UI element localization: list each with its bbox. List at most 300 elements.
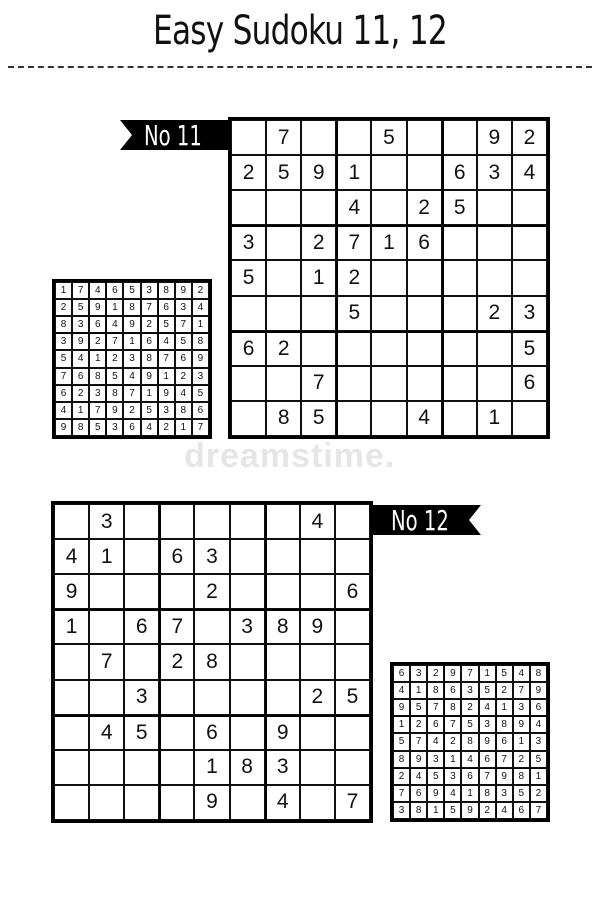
sudoku-cell[interactable]: 3 [231,225,266,260]
sudoku-cell[interactable] [231,401,266,436]
solution-cell: 7 [72,282,89,299]
solution-cell: 2 [444,733,461,750]
sudoku-cell[interactable] [371,296,406,331]
solution-cell: 6 [393,665,410,682]
sudoku-cell[interactable]: 5 [231,260,266,295]
solution-cell: 2 [55,299,72,316]
solution-cell: 4 [175,385,192,402]
sudoku-cell[interactable] [407,260,442,295]
sudoku-cell[interactable] [442,401,477,436]
solution-cell: 3 [461,682,478,699]
sudoku-cell[interactable] [442,225,477,260]
solution-cell: 9 [123,316,140,333]
sudoku-cell[interactable] [230,574,265,609]
solution-cell: 5 [72,299,89,316]
sudoku-cell[interactable] [159,680,194,715]
sudoku-cell[interactable] [266,296,301,331]
solution-cell: 1 [461,785,478,802]
sudoku-cell[interactable] [159,750,194,785]
sudoku-cell[interactable]: 2 [159,644,194,679]
sudoku-cell[interactable]: 7 [266,120,301,155]
solution-cell: 7 [141,299,158,316]
sudoku-cell[interactable]: 3 [124,680,159,715]
sudoku-cell[interactable] [442,120,477,155]
sudoku-cell[interactable] [231,296,266,331]
solution-cell: 5 [461,716,478,733]
solution-cell: 1 [513,733,530,750]
solution-cell: 3 [89,385,106,402]
solution-cell: 6 [513,802,530,819]
solution-cell: 2 [72,385,89,402]
sudoku-cell[interactable] [265,539,300,574]
sudoku-cell[interactable]: 8 [266,401,301,436]
sudoku-cell[interactable] [300,574,335,609]
sudoku-cell[interactable] [335,539,370,574]
solution-cell: 5 [55,350,72,367]
sudoku-cell[interactable] [442,296,477,331]
sudoku-cell[interactable] [231,366,266,401]
sudoku-cell[interactable]: 6 [159,539,194,574]
solution-cell: 6 [106,282,123,299]
sudoku-cell[interactable] [512,401,547,436]
sudoku-cell[interactable] [371,155,406,190]
solution-cell: 6 [141,333,158,350]
sudoku-cell[interactable] [336,331,371,366]
sudoku-cell[interactable]: 7 [335,785,370,820]
sudoku-cell[interactable] [194,609,229,644]
sudoku-cell[interactable] [266,260,301,295]
solution-cell: 5 [513,785,530,802]
sudoku-cell[interactable] [407,296,442,331]
solution-cell: 5 [106,368,123,385]
solution-cell: 1 [427,802,444,819]
sudoku-cell[interactable] [335,750,370,785]
sudoku-cell[interactable]: 7 [89,644,124,679]
sudoku-cell[interactable]: 4 [89,715,124,750]
solution-cell: 8 [123,299,140,316]
sudoku-cell[interactable] [477,225,512,260]
sudoku-cell[interactable] [54,750,89,785]
sudoku-cell[interactable]: 2 [336,260,371,295]
sudoku-cell[interactable] [159,574,194,609]
sudoku-cell[interactable] [124,644,159,679]
solution-cell: 2 [410,716,427,733]
solution-cell: 8 [106,385,123,402]
sudoku-cell[interactable] [54,680,89,715]
solution-cell: 9 [192,350,209,367]
solution-cell: 9 [175,282,192,299]
solution-cell: 2 [393,768,410,785]
solution-cell: 2 [141,316,158,333]
sudoku-cell[interactable] [230,504,265,539]
sudoku-cell[interactable] [54,715,89,750]
sudoku-cell[interactable] [336,366,371,401]
sudoku-cell[interactable]: 9 [54,574,89,609]
solution-cell: 9 [106,402,123,419]
solution-cell: 7 [89,402,106,419]
sudoku-cell[interactable] [301,331,336,366]
sudoku-cell[interactable] [89,750,124,785]
sudoku-cell[interactable]: 4 [54,539,89,574]
solution-cell: 6 [479,751,496,768]
solution-cell: 8 [72,419,89,436]
puzzle-12-label-text: No 12 [391,504,449,537]
sudoku-cell[interactable]: 5 [335,680,370,715]
solution-cell: 7 [461,665,478,682]
solution-cell: 1 [410,682,427,699]
solution-cell: 3 [192,368,209,385]
sudoku-cell[interactable]: 9 [265,715,300,750]
solution-cell: 5 [496,665,513,682]
sudoku-cell[interactable] [89,785,124,820]
sudoku-cell[interactable] [477,366,512,401]
solution-cell: 7 [192,419,209,436]
sudoku-cell[interactable] [442,366,477,401]
solution-cell: 8 [393,751,410,768]
solution-cell: 7 [513,682,530,699]
solution-cell: 5 [89,419,106,436]
sudoku-cell[interactable]: 2 [512,120,547,155]
solution-cell: 2 [192,282,209,299]
sudoku-cell[interactable]: 8 [194,644,229,679]
sudoku-cell[interactable]: 3 [477,155,512,190]
solution-cell: 5 [393,733,410,750]
solution-cell: 3 [444,768,461,785]
solution-cell: 3 [410,665,427,682]
sudoku-cell[interactable]: 2 [477,296,512,331]
solution-cell: 3 [393,802,410,819]
solution-cell: 4 [427,733,444,750]
sudoku-cell[interactable] [300,785,335,820]
solution-cell: 6 [72,368,89,385]
solution-cell: 5 [479,682,496,699]
solution-cell: 1 [192,316,209,333]
solution-cell: 9 [479,733,496,750]
sudoku-cell[interactable] [89,609,124,644]
solution-cell: 3 [530,733,547,750]
sudoku-cell[interactable] [335,715,370,750]
solution-cell: 7 [123,385,140,402]
sudoku-cell[interactable] [301,190,336,225]
solution-cell: 2 [175,368,192,385]
watermark: dreamstime. [184,437,396,475]
solution-cell: 5 [530,751,547,768]
solution-cell: 4 [158,333,175,350]
sudoku-cell[interactable] [159,715,194,750]
sudoku-cell[interactable] [335,609,370,644]
solution-cell: 3 [55,333,72,350]
sudoku-cell[interactable] [407,366,442,401]
sudoku-cell[interactable] [371,331,406,366]
solution-cell: 4 [123,368,140,385]
sudoku-cell[interactable]: 1 [194,750,229,785]
solution-cell: 7 [106,333,123,350]
sudoku-cell[interactable] [477,331,512,366]
sudoku-cell[interactable] [371,401,406,436]
sudoku-cell[interactable]: 5 [301,401,336,436]
sudoku-cell[interactable]: 3 [194,539,229,574]
sudoku-cell[interactable]: 1 [301,260,336,295]
sudoku-cell[interactable] [230,644,265,679]
puzzle-11-grid[interactable] [228,117,550,439]
solution-cell: 1 [72,402,89,419]
sudoku-cell[interactable] [230,715,265,750]
solution-cell: 5 [427,768,444,785]
sudoku-cell[interactable] [266,225,301,260]
solution-cell: 5 [158,316,175,333]
sudoku-cell[interactable]: 2 [301,225,336,260]
sudoku-cell[interactable] [124,539,159,574]
solution-cell: 9 [496,768,513,785]
sudoku-cell[interactable] [54,785,89,820]
sudoku-cell[interactable]: 5 [371,120,406,155]
solution-cell: 4 [106,316,123,333]
solution-cell: 3 [479,716,496,733]
solution-cell: 9 [530,682,547,699]
solution-cell: 2 [496,682,513,699]
sudoku-cell[interactable] [159,785,194,820]
solution-cell: 5 [192,385,209,402]
solution-cell: 2 [530,785,547,802]
sudoku-cell[interactable]: 3 [265,750,300,785]
solution-cell: 6 [461,768,478,785]
solution-cell: 4 [55,402,72,419]
solution-cell: 4 [479,699,496,716]
sudoku-cell[interactable]: 3 [89,504,124,539]
sudoku-cell[interactable]: 2 [231,155,266,190]
sudoku-cell[interactable]: 1 [477,401,512,436]
sudoku-cell[interactable]: 5 [442,190,477,225]
sudoku-cell[interactable] [336,401,371,436]
sudoku-cell[interactable]: 2 [266,331,301,366]
sudoku-cell[interactable]: 5 [336,296,371,331]
sudoku-cell[interactable]: 1 [336,155,371,190]
solution-cell: 7 [55,368,72,385]
sudoku-cell[interactable]: 4 [336,190,371,225]
solution-cell: 6 [496,733,513,750]
solution-cell: 6 [427,716,444,733]
solution-cell: 8 [496,716,513,733]
sudoku-cell[interactable]: 9 [301,155,336,190]
solution-cell: 3 [72,316,89,333]
solution-cell: 7 [158,350,175,367]
sudoku-cell[interactable]: 4 [407,401,442,436]
sudoku-cell[interactable]: 7 [159,609,194,644]
sudoku-cell[interactable] [231,120,266,155]
sudoku-cell[interactable]: 6 [407,225,442,260]
solution-cell: 3 [123,350,140,367]
solution-cell: 6 [410,785,427,802]
solution-cell: 8 [89,368,106,385]
sudoku-cell[interactable] [124,574,159,609]
solution-cell: 2 [513,751,530,768]
sudoku-cell[interactable] [336,120,371,155]
puzzle-12-solution-grid [390,662,550,822]
solution-cell: 1 [479,665,496,682]
solution-cell: 9 [72,333,89,350]
solution-cell: 2 [479,802,496,819]
solution-cell: 1 [123,333,140,350]
solution-cell: 2 [106,350,123,367]
sudoku-cell[interactable]: 4 [265,785,300,820]
solution-cell: 3 [158,402,175,419]
sudoku-cell[interactable] [265,504,300,539]
solution-cell: 4 [444,785,461,802]
sudoku-cell[interactable]: 6 [194,715,229,750]
solution-cell: 9 [89,299,106,316]
sudoku-cell[interactable] [335,644,370,679]
sudoku-cell[interactable]: 5 [124,715,159,750]
sudoku-cell[interactable] [477,190,512,225]
sudoku-cell[interactable] [194,680,229,715]
sudoku-cell[interactable] [442,331,477,366]
solution-cell: 5 [444,802,461,819]
sudoku-cell[interactable] [300,715,335,750]
sudoku-cell[interactable] [54,644,89,679]
solution-cell: 8 [513,768,530,785]
sudoku-cell[interactable] [124,504,159,539]
sudoku-cell[interactable]: 1 [54,609,89,644]
sudoku-cell[interactable]: 6 [335,574,370,609]
sudoku-cell[interactable] [301,120,336,155]
solution-cell: 9 [410,751,427,768]
solution-cell: 7 [444,716,461,733]
sudoku-cell[interactable] [407,331,442,366]
sudoku-cell[interactable] [335,504,370,539]
solution-cell: 7 [530,802,547,819]
solution-cell: 4 [530,716,547,733]
solution-cell: 7 [427,699,444,716]
sudoku-cell[interactable]: 6 [124,609,159,644]
sudoku-cell[interactable] [54,504,89,539]
sudoku-cell[interactable]: 9 [300,609,335,644]
solution-cell: 5 [175,333,192,350]
solution-cell: 1 [444,751,461,768]
sudoku-cell[interactable]: 6 [442,155,477,190]
solution-cell: 7 [393,785,410,802]
sudoku-cell[interactable] [300,539,335,574]
sudoku-cell[interactable]: 7 [301,366,336,401]
sudoku-cell[interactable] [230,785,265,820]
solution-cell: 1 [175,419,192,436]
solution-cell: 3 [513,699,530,716]
solution-cell: 2 [427,665,444,682]
sudoku-cell[interactable]: 3 [512,296,547,331]
sudoku-cell[interactable] [301,296,336,331]
sudoku-cell[interactable] [512,190,547,225]
solution-cell: 9 [513,716,530,733]
sudoku-cell[interactable] [477,260,512,295]
sudoku-cell[interactable]: 5 [266,155,301,190]
puzzle-11-label [120,120,230,150]
puzzle-12-grid[interactable] [51,501,373,823]
solution-cell: 3 [427,751,444,768]
solution-cell: 6 [192,402,209,419]
sudoku-cell[interactable] [194,504,229,539]
sudoku-cell[interactable] [124,750,159,785]
sudoku-cell[interactable] [266,366,301,401]
solution-cell: 6 [123,419,140,436]
sudoku-cell[interactable]: 6 [231,331,266,366]
solution-cell: 4 [141,419,158,436]
sudoku-cell[interactable] [230,680,265,715]
sudoku-cell[interactable]: 8 [230,750,265,785]
sudoku-cell[interactable] [230,539,265,574]
sudoku-cell[interactable] [159,504,194,539]
sudoku-cell[interactable] [89,574,124,609]
sudoku-cell[interactable]: 5 [512,331,547,366]
sudoku-cell[interactable] [371,260,406,295]
solution-cell: 3 [175,299,192,316]
solution-cell: 1 [393,716,410,733]
sudoku-cell[interactable]: 4 [512,155,547,190]
page-title: Easy Sudoku 11, 12 [153,8,447,54]
solution-cell: 3 [496,785,513,802]
sudoku-cell[interactable] [512,260,547,295]
sudoku-cell[interactable]: 2 [300,680,335,715]
sudoku-cell[interactable]: 1 [371,225,406,260]
solution-cell: 6 [89,316,106,333]
solution-cell: 9 [444,665,461,682]
sudoku-cell[interactable] [231,190,266,225]
sudoku-cell[interactable] [265,574,300,609]
solution-cell: 1 [141,385,158,402]
solution-cell: 6 [530,699,547,716]
sudoku-cell[interactable] [512,225,547,260]
solution-cell: 1 [530,768,547,785]
sudoku-cell[interactable] [371,366,406,401]
puzzle-11-label-text: No 11 [144,119,202,152]
sudoku-cell[interactable]: 3 [230,609,265,644]
solution-cell: 5 [410,699,427,716]
sudoku-cell[interactable] [371,190,406,225]
solution-cell: 9 [427,785,444,802]
solution-cell: 2 [89,333,106,350]
sudoku-cell[interactable] [300,750,335,785]
sudoku-cell[interactable]: 4 [300,504,335,539]
solution-cell: 6 [158,299,175,316]
solution-cell: 7 [175,316,192,333]
sudoku-cell[interactable]: 2 [407,190,442,225]
solution-cell: 3 [141,282,158,299]
puzzle-12-label [371,505,481,535]
sudoku-cell[interactable]: 1 [89,539,124,574]
solution-cell: 1 [55,282,72,299]
sudoku-cell[interactable]: 9 [477,120,512,155]
sudoku-cell[interactable]: 8 [265,609,300,644]
sudoku-cell[interactable] [407,155,442,190]
sudoku-cell[interactable]: 7 [336,225,371,260]
sudoku-cell[interactable] [124,785,159,820]
solution-cell: 7 [479,768,496,785]
sudoku-cell[interactable] [442,260,477,295]
sudoku-cell[interactable]: 6 [512,366,547,401]
solution-cell: 8 [479,785,496,802]
sudoku-cell[interactable] [300,644,335,679]
sudoku-cell[interactable] [265,680,300,715]
solution-cell: 4 [513,665,530,682]
solution-cell: 7 [496,751,513,768]
solution-cell: 3 [106,419,123,436]
sudoku-cell[interactable]: 9 [194,785,229,820]
solution-cell: 1 [496,699,513,716]
sudoku-cell[interactable]: 2 [194,574,229,609]
sudoku-cell[interactable] [266,190,301,225]
solution-cell: 2 [158,419,175,436]
sudoku-cell[interactable] [265,644,300,679]
sudoku-cell[interactable] [89,680,124,715]
sudoku-cell[interactable] [407,120,442,155]
